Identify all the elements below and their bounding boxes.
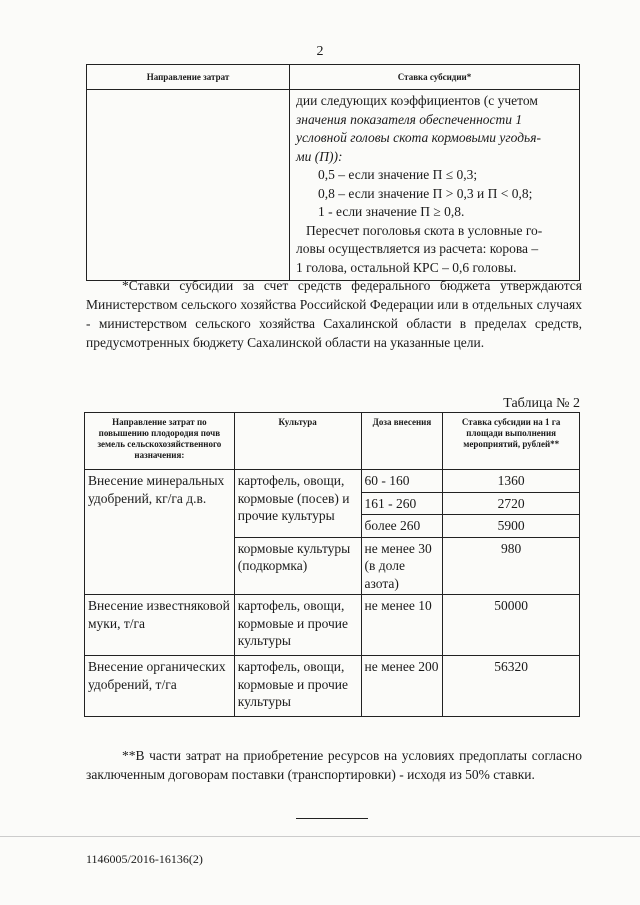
- rate-cell: 2720: [443, 492, 580, 515]
- rate-cell: 50000: [443, 595, 580, 656]
- text-line: Пересчет поголовья скота в условные го-: [306, 222, 543, 238]
- rate-cell: 980: [443, 537, 580, 595]
- culture-cell: картофель, овощи, кормовые и прочие культуры: [234, 595, 361, 656]
- table-row: [85, 595, 580, 656]
- dose-cell: более 260: [361, 515, 443, 538]
- table2-header-culture: Культура: [234, 413, 361, 470]
- soil-fertility-table: [84, 412, 580, 717]
- text-line: ловы осуществляется из расчета: корова –: [296, 241, 539, 256]
- text-line: 0,5 – если значение П ≤ 0,3;: [318, 167, 478, 182]
- dose-cell: не менее 10: [361, 595, 443, 656]
- table-row: [85, 470, 580, 493]
- subsidy-rate-table: [86, 64, 580, 281]
- dose-cell: не менее 200: [361, 656, 443, 717]
- text-line: 1 - если значение П ≥ 0,8.: [318, 204, 465, 219]
- direction-cell: Внесение известняковой муки, т/га: [85, 595, 235, 656]
- text-line: дии следующих коэффициентов (с учетом: [296, 93, 538, 108]
- text-line: ми (П)):: [296, 148, 343, 164]
- culture-cell: картофель, овощи, кормовые и прочие культуры: [234, 656, 361, 717]
- document-code: 1146005/2016-16136(2): [86, 852, 203, 866]
- table2-header-rate: Ставка субсидии на 1 га площади выполнения мероприятий, рублей**: [443, 413, 580, 470]
- footnote-federal-rates: *Ставки субсидии за счет средств федерального бюджета утверждаются Министерством сельского хозяйства Российской Федерации или в отдельных случаях - министерством сельского хозяйства Сахалинской области в пределах средств, предусмотренных бюджету Сахалинской области на указанные цели.: [86, 278, 582, 350]
- table1-header-rate: Ставка субсидии*: [290, 65, 580, 90]
- page-divider: [0, 836, 640, 837]
- table1-header-direction: Направление затрат: [87, 65, 290, 90]
- culture-cell: кормовые культуры (подкормка): [234, 537, 361, 595]
- table1-direction-cell: [87, 90, 290, 281]
- table2-header-direction: Направление затрат по повышению плодородия почв земель сельскохозяйственного назначения:: [85, 413, 235, 470]
- text-line: 0,8 – если значение П > 0,3 и П < 0,8;: [318, 185, 533, 201]
- footnote-prepayment: **В части затрат на приобретение ресурсов на условиях предоплаты согласно заключенным договорам поставки (транспортировки) - исходя из 50% ставки.: [86, 748, 582, 782]
- rate-cell: 56320: [443, 656, 580, 717]
- direction-cell: Внесение органических удобрений, т/га: [85, 656, 235, 717]
- dose-cell: 161 - 260: [361, 492, 443, 515]
- table-row: [85, 656, 580, 717]
- culture-cell: картофель, овощи, кормовые (посев) и прочие культуры: [234, 470, 361, 538]
- text-line: 1 голова, остальной КРС – 0,6 головы.: [296, 259, 517, 275]
- dose-cell: не менее 30 (в доле азота): [361, 537, 443, 595]
- table2-header-dose: Доза внесения: [361, 413, 443, 470]
- rate-cell: 1360: [443, 470, 580, 493]
- text-line: значения показателя обеспеченности 1: [296, 111, 523, 127]
- separator-line: [296, 818, 368, 819]
- direction-cell: Внесение минеральных удобрений, кг/га д.в.: [85, 470, 235, 595]
- page-number: 2: [316, 44, 324, 59]
- text-line: условной головы скота кормовыми угодья-: [296, 130, 541, 145]
- dose-cell: 60 - 160: [361, 470, 443, 493]
- rate-cell: 5900: [443, 515, 580, 538]
- table2-caption: Таблица № 2: [503, 396, 580, 411]
- table1-rate-cell: [290, 90, 580, 281]
